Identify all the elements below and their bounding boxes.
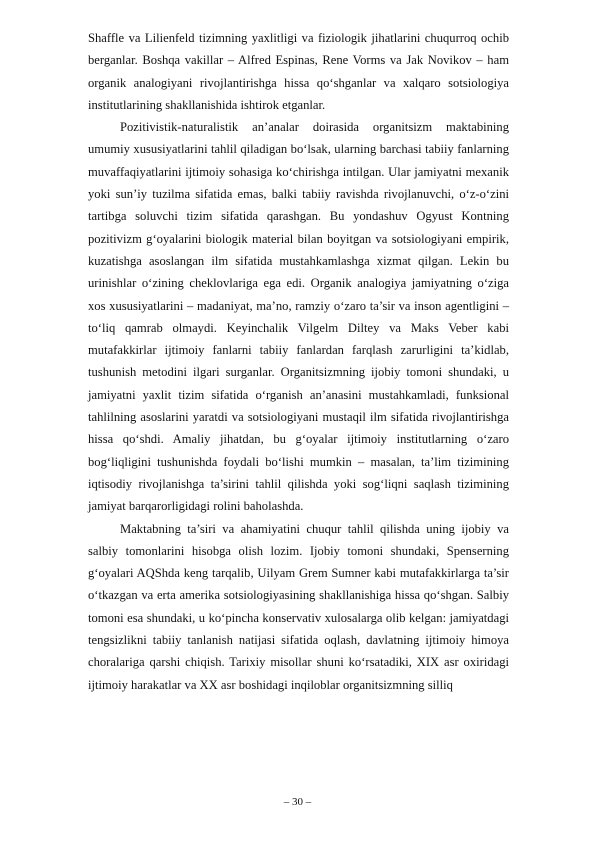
document-body <box>88 27 509 696</box>
paragraph-1: Shaffle va Lilienfeld tizimning yaxlitligi va fiziologik jihatlarini chuqurroq ochib berganlar. Boshqa vakillar – Alfred Espinas, Rene Vorms va Jak Novikov – ham organik analogiyani rivojlantirishga hissa qo‘shganlar va xalqaro sotsiologiya institutlarining shakllanishida ishtirok etganlar. <box>88 31 509 112</box>
paragraph-2: Pozitivistik-naturalistik an’analar doirasida organitsizm maktabining umumiy xususiyatlarini tahlil qiladigan bo‘lsak, ularning barchasi tabiiy fanlarning muvaffaqiyatlarini ijtimoiy sohasiga ko‘chirishga intilgan. Ular jamiyatni mexanik yoki sun’iy tuzilma sifatida emas, balki tabiiy ravishda rivojlanuvchi, o‘z-o‘zini tartibga soluvchi tizim sifatida qarashgan. Bu yondashuv Ogyust Kontning pozitivizm g‘oyalarini biologik material bilan boyitgan va sotsiologiyani empirik, kuzatishga asoslangan ilm sifatida mustahkamlashga xizmat qilgan. Lekin bu urinishlar o‘zining cheklovlariga ega edi. Organik analogiya jamiyatning o‘ziga xos xususiyatlarini – madaniyat, ma’no, ramziy o‘zaro ta’sir va inson agentligini – to‘liq qamrab olmaydi. Keyinchalik Vilgelm Diltey va Maks Veber kabi mutafakkirlar ijtimoiy fanlarni tabiiy fanlardan farqlash zarurligini ta’kidlab, tushunish metodini ilgari surganlar. Organitsizmning ijobiy tomoni shundaki, u jamiyatni yaxlit tizim sifatida o‘rganish an’anasini mustahkamladi, funksional tahlilning asoslarini yaratdi va sotsiologiyani mustaqil ilm sifatida rivojlantirishga hissa qo‘shdi. Amaliy jihatdan, bu g‘oyalar ijtimoiy institutlarning o‘zaro bog‘liqligini tushunishda foydali bo‘lishi mumkin – masalan, ta’lim tizimining iqtisodiy rivojlanishga ta’sirini tahlil qilishda yoki sog‘liqni saqlash tizimining jamiyat barqarorligidagi rolini baholashda. <box>88 120 509 514</box>
page-number: – 30 – <box>283 796 312 808</box>
paragraph-3: Maktabning ta’siri va ahamiyatini chuqur tahlil qilishda uning ijobiy va salbiy tomonlarini hisobga olish lozim. Ijobiy tomoni shundaki, Spenserning g‘oyalari AQShda keng tarqalib, Uilyam Grem Sumner kabi mutafakkirlarga ta’sir o‘tkazgan va erta amerika sotsiologiyasining shakllanishiga hissa qo‘shgan. Salbiy tomoni esa shundaki, u ko‘pincha konservativ xulosalarga olib kelgan: jamiyatdagi tengsizlikni tabiiy tanlanish natijasi sifatida oqlash, davlatning ijtimoiy himoya choralariga qarshi chiqish. Tarixiy misollar shuni ko‘rsatadiki, XIX asr oxiridagi ijtimoiy harakatlar va XX asr boshidagi inqiloblar organitsizmning silliq <box>88 521 509 692</box>
